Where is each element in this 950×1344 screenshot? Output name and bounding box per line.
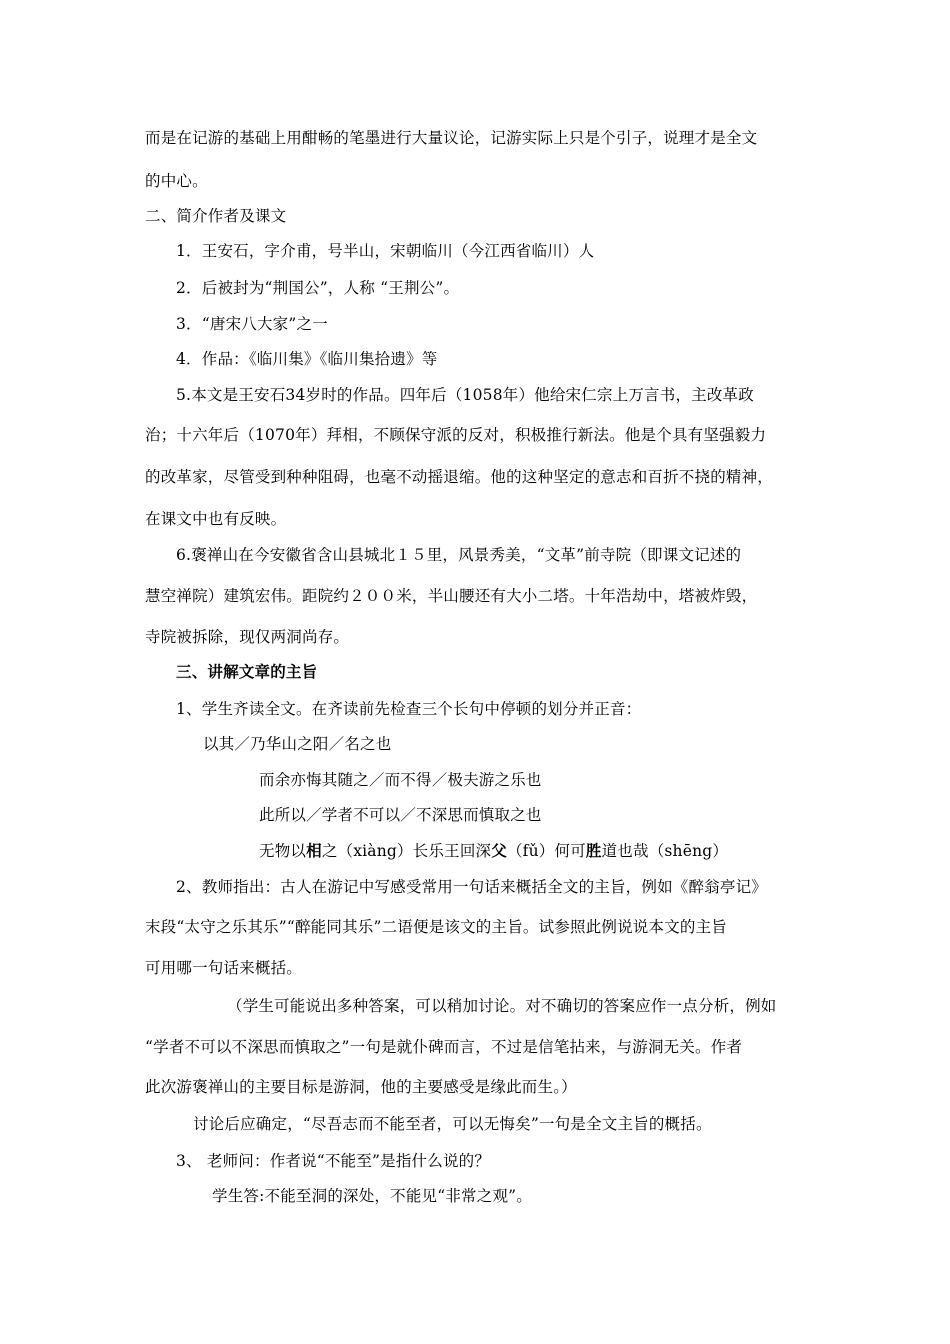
- pinyin-text: （fǔ）何可: [506, 842, 586, 860]
- paragraph-line: 寺院被拆除，现仅两洞尚存。: [145, 628, 350, 646]
- paragraph-line: 6.褒禅山在今安徽省含山县城北１５里，风景秀美，“文革”前寺院（即课文记述的: [176, 546, 742, 564]
- paragraph-line: 3、 老师问：作者说“不能至”是指什么说的？: [176, 1152, 491, 1170]
- paragraph-line: 慧空禅院）建筑宏伟。距院约２００米，半山腰还有大小二塔。十年浩劫中，塔被炸毁，: [145, 587, 758, 605]
- paragraph-line: （学生可能说出多种答案，可以稍加讨论。对不确切的答案应作一点分析，例如: [227, 997, 777, 1015]
- paragraph-line: 的中心。: [145, 172, 208, 190]
- example-sentence: 此所以／学者不可以／不深思而慎取之也: [259, 806, 542, 824]
- pinyin-emphasis: 胜: [585, 842, 602, 860]
- example-sentence: 而余亦悔其随之／而不得／极夫游之乐也: [259, 771, 542, 789]
- paragraph-line: 讨论后应确定，“尽吾志而不能至者，可以无悔矣”一句是全文主旨的概括。: [193, 1115, 712, 1133]
- pinyin-text: 之（xiàng）长乐王回深: [321, 842, 492, 860]
- paragraph-line: 治；十六年后（1070年）拜相，不顾保守派的反对，积极推行新法。他是个具有坚强毅力: [145, 426, 767, 444]
- paragraph-line: 末段“太守之乐其乐”“醉能同其乐”二语便是该文的主旨。试参照此例说说本文的主旨: [145, 918, 727, 936]
- list-item: 4．作品：《临川集》《临川集拾遗》等: [176, 350, 438, 368]
- pinyin-text: 无物以: [259, 842, 307, 860]
- paragraph-line: “学者不可以不深思而慎取之”一句是就仆碑而言，不过是信笔拈来，与游洞无关。作者: [145, 1038, 743, 1056]
- list-item: 2．后被封为“荆国公”，人称 “王荆公”。: [176, 279, 460, 297]
- paragraph-line: 5.本文是王安石34岁时的作品。四年后（1058年）他给宋仁宗上万言书，主改革政: [176, 386, 754, 404]
- list-item: 3．“唐宋八大家”之一: [176, 315, 328, 333]
- paragraph-line: 1、学生齐读全文。在齐读前先检查三个长句中停顿的划分并正音：: [176, 700, 642, 718]
- paragraph-line: 在课文中也有反映。: [145, 510, 287, 528]
- paragraph-line: 可用哪一句话来概括。: [145, 959, 303, 977]
- example-sentence: 以其／乃华山之阳／名之也: [203, 735, 392, 753]
- list-item: 1．王安石，字介甫，号半山，宋朝临川（今江西省临川）人: [176, 242, 595, 260]
- pinyin-sentence: [259, 841, 728, 861]
- paragraph-line: 的改革家，尽管受到种种阻碍，也毫不动摇退缩。他的这种坚定的意志和百折不挠的精神，: [145, 468, 774, 486]
- paragraph-line: 而是在记游的基础上用酣畅的笔墨进行大量议论，记游实际上只是个引子，说理才是全文: [145, 129, 758, 147]
- pinyin-emphasis: 父: [491, 842, 507, 860]
- pinyin-emphasis: 相: [306, 842, 322, 860]
- section-heading: 三、讲解文章的主旨: [176, 663, 318, 681]
- paragraph-line: 此次游褒禅山的主要目标是游洞，他的主要感受是缘此而生。）: [145, 1078, 577, 1096]
- paragraph-line: 2、教师指出：古人在游记中写感受常用一句话来概括全文的主旨，例如《醉翁亭记》: [176, 878, 767, 896]
- section-heading: 二、简介作者及课文: [145, 207, 287, 225]
- paragraph-line: 学生答:不能至洞的深处，不能见“非常之观”。: [212, 1187, 532, 1205]
- pinyin-text: 道也哉（shēng）: [601, 842, 729, 860]
